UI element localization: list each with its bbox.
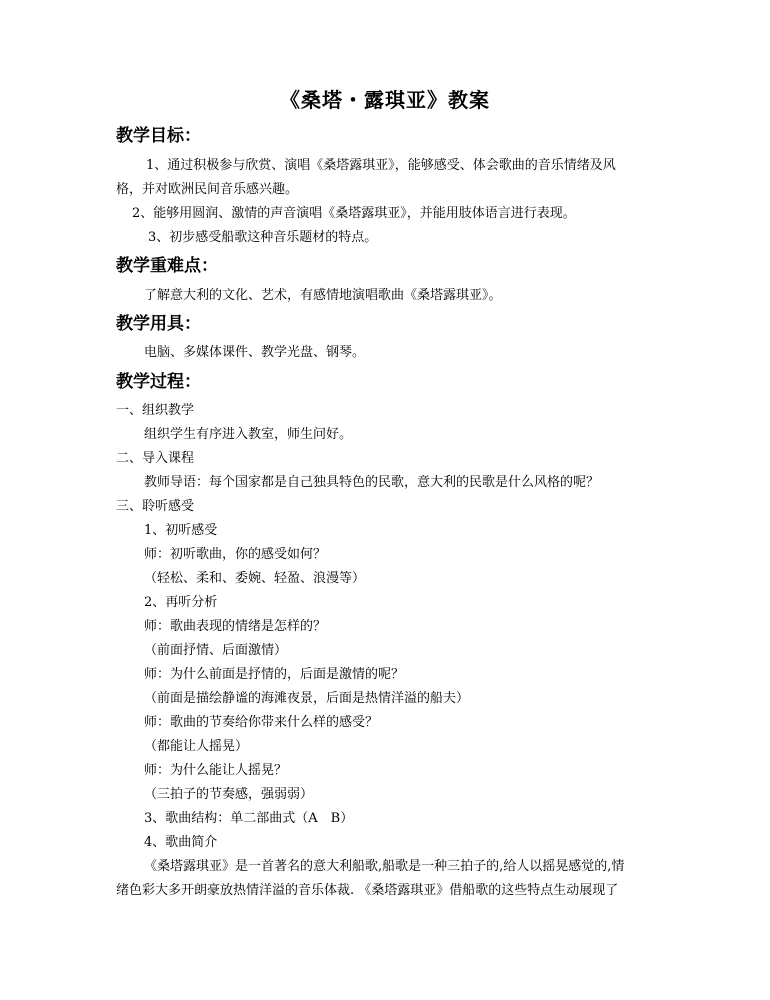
process-line: （轻松、柔和、委婉、轻盈、浪漫等） (144, 571, 366, 586)
goal-line: 3、初步感受船歌这种音乐题材的特点。 (148, 230, 378, 245)
process-line: （都能让人摇晃） (144, 739, 249, 754)
process-line: 三、聆听感受 (116, 499, 195, 514)
key-point-line: 了解意大利的文化、艺术，有感情地演唱歌曲《桑塔露琪亚》。 (144, 288, 502, 303)
goal-line: 2、能够用圆润、激情的声音演唱《桑塔露琪亚》，并能用肢体语言进行表现。 (132, 206, 576, 221)
process-line: （三拍子的节奏感，强弱弱） (144, 787, 314, 802)
process-line: 教师导语：每个国家都是自己独具特色的民歌，意大利的民歌是什么风格的呢？ (144, 475, 600, 490)
process-line: 1、初听感受 (144, 523, 218, 538)
process-line: 一、组织教学 (116, 403, 195, 418)
process-line: 2、再听分析 (144, 595, 218, 610)
process-line: （前面抒情、后面激情） (144, 643, 288, 658)
process-line: 师：歌曲的节奏给你带来什么样的感受？ (144, 715, 379, 730)
process-line: 3、歌曲结构：单二部曲式（A B） (144, 811, 354, 826)
process-line: 4、歌曲简介 (144, 835, 218, 850)
process-line: 师：为什么能让人摇晃？ (144, 763, 288, 778)
document-title: 《桑塔・露琪亚》教案 (280, 88, 490, 112)
tools-line: 电脑、多媒体课件、教学光盘、钢琴。 (144, 345, 366, 360)
process-line: 《桑塔露琪亚》是一首著名的意大利船歌,船歌是一种三拍子的,给人以摇晃感觉的,情 (144, 859, 625, 874)
goals-heading: 教学目标： (116, 126, 201, 146)
process-heading: 教学过程： (116, 372, 201, 392)
process-line: 组织学生有序进入教室，师生问好。 (144, 427, 353, 442)
goal-line: 格，并对欧洲民间音乐感兴趣。 (116, 182, 299, 197)
process-line: 师：初听歌曲，你的感受如何？ (144, 547, 327, 562)
process-line: 二、导入课程 (116, 451, 195, 466)
process-line: （前面是描绘静谧的海滩夜景，后面是热情洋溢的船夫） (144, 691, 470, 706)
tools-heading: 教学用具： (116, 314, 201, 334)
process-line: 绪色彩大多开朗豪放热情洋溢的音乐体裁. 《桑塔露琪亚》借船歌的这些特点生动展现了 (116, 883, 619, 898)
process-line: 师：为什么前面是抒情的，后面是激情的呢？ (144, 667, 405, 682)
key-points-heading: 教学重难点： (116, 256, 218, 276)
goal-line: 1、通过积极参与欣赏、演唱《桑塔露琪亚》，能够感受、体会歌曲的音乐情绪及风 (146, 158, 616, 173)
process-line: 师：歌曲表现的情绪是怎样的？ (144, 619, 327, 634)
